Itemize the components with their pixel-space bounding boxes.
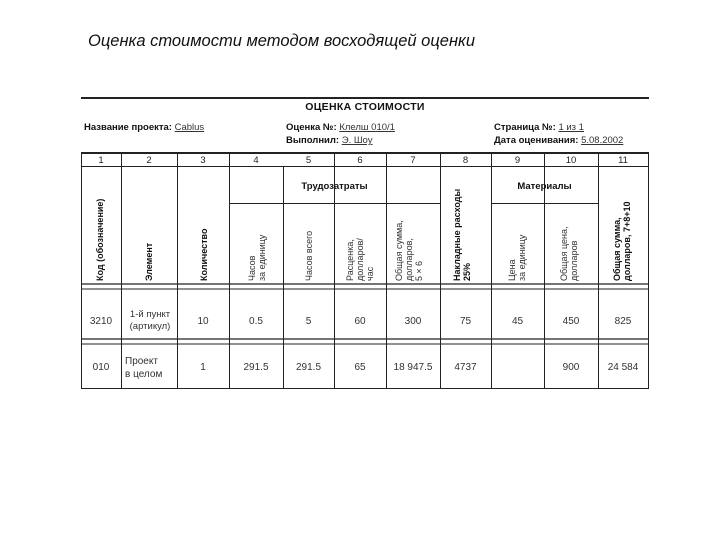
cell-overhead: 4737: [454, 362, 477, 373]
estimate-number-line: [286, 122, 395, 133]
cell-rate: 65: [354, 362, 366, 373]
performed-label: Выполнил:: [286, 135, 340, 146]
header-element: Элемент: [144, 242, 154, 281]
date-value: 5.08.2002: [581, 135, 624, 146]
cell-code: 010: [92, 362, 110, 373]
project-label: Название проекта:: [84, 122, 172, 133]
column-number-rule: [81, 166, 649, 167]
column-number: 3: [200, 155, 206, 166]
cell-hours-total: 5: [305, 316, 312, 327]
cell-rate: 60: [354, 316, 366, 327]
cell-unit-price: 45: [511, 316, 524, 327]
header-hours-total: Часов всего: [304, 230, 314, 281]
cell-hours-per-unit: 291.5: [243, 362, 269, 373]
page-value: 1 из 1: [558, 122, 584, 133]
header-hours-per-unit: Часов за единицу: [247, 234, 267, 281]
estimate-value: Клелш 010/1: [339, 122, 395, 133]
cell-grand-total: 24 584: [607, 362, 639, 373]
top-border: [81, 97, 649, 99]
slide-title: Оценка стоимости методом восходящей оценки: [88, 32, 476, 50]
performed-value: Э. Шоу: [341, 135, 373, 146]
cell-hours-total: 291.5: [295, 362, 322, 373]
column-number: 2: [146, 155, 152, 166]
column-number: 9: [514, 155, 521, 166]
cell-labor-sum: 18 947.5: [393, 362, 433, 373]
page-label: Страница №:: [494, 122, 556, 133]
header-overhead: Накладные расходы 25%: [452, 188, 472, 281]
cell-total-price: 450: [562, 316, 580, 327]
cell-hours-per-unit: 0.5: [249, 316, 263, 327]
cell-overhead: 75: [459, 316, 472, 327]
project-value: Cablus: [174, 122, 205, 133]
header-rate: Расценка, долларов/ час: [345, 238, 375, 281]
header-total-price: Общая цена, долларов: [559, 226, 579, 281]
page-number-line: [494, 122, 584, 133]
cell-total-price: 900: [562, 362, 580, 373]
column-number: 7: [410, 155, 416, 166]
performed-by-line: [286, 135, 372, 146]
cost-estimate-form: [81, 97, 649, 389]
header-labor-sum: Общая сумма, долларов, 5×6: [394, 220, 424, 281]
labor-group-label: Трудозатраты: [301, 181, 368, 192]
header-grand-total: Общая сумма, долларов, 7+8+10: [612, 201, 632, 281]
header-unit-price: Цена за единицу: [507, 234, 527, 281]
cell-element: 1-й пункт (артикул): [129, 309, 171, 332]
header-code: Код (обозначение): [95, 198, 105, 281]
break-line-rows: [81, 337, 649, 347]
column-number: 8: [462, 155, 469, 166]
column-number: 10: [565, 155, 577, 166]
materials-group-rule: [491, 203, 598, 204]
column-number: 4: [253, 155, 259, 166]
grid-line-left: [81, 152, 82, 389]
bottom-border: [81, 388, 649, 389]
grid-line-7: [440, 152, 441, 389]
break-line-header: [81, 282, 649, 292]
column-number: 1: [98, 155, 104, 166]
grid-line-1: [121, 152, 122, 389]
column-number: 5: [305, 155, 312, 166]
cell-grand-total: 825: [614, 316, 632, 327]
cell-quantity: 10: [197, 316, 209, 327]
header-quantity: Количество: [199, 228, 209, 281]
column-number: 6: [357, 155, 363, 166]
estimate-label: Оценка №:: [286, 122, 337, 133]
form-title: ОЦЕНКА СТОИМОСТИ: [305, 101, 425, 113]
cell-element: Проект в целом: [125, 356, 163, 380]
grid-line-right: [648, 152, 649, 389]
column-number: 11: [618, 155, 628, 166]
project-name-line: [84, 122, 204, 133]
labor-group-rule: [229, 203, 440, 204]
header-rule: [81, 152, 649, 154]
materials-group-label: Материалы: [517, 181, 572, 192]
grid-line-2: [177, 152, 178, 389]
cell-quantity: 1: [200, 362, 206, 373]
grid-line-10: [598, 152, 599, 389]
cell-labor-sum: 300: [404, 316, 422, 327]
date-label: Дата оценивания:: [494, 135, 579, 146]
date-line: [494, 135, 623, 146]
cell-code: 3210: [89, 316, 113, 327]
